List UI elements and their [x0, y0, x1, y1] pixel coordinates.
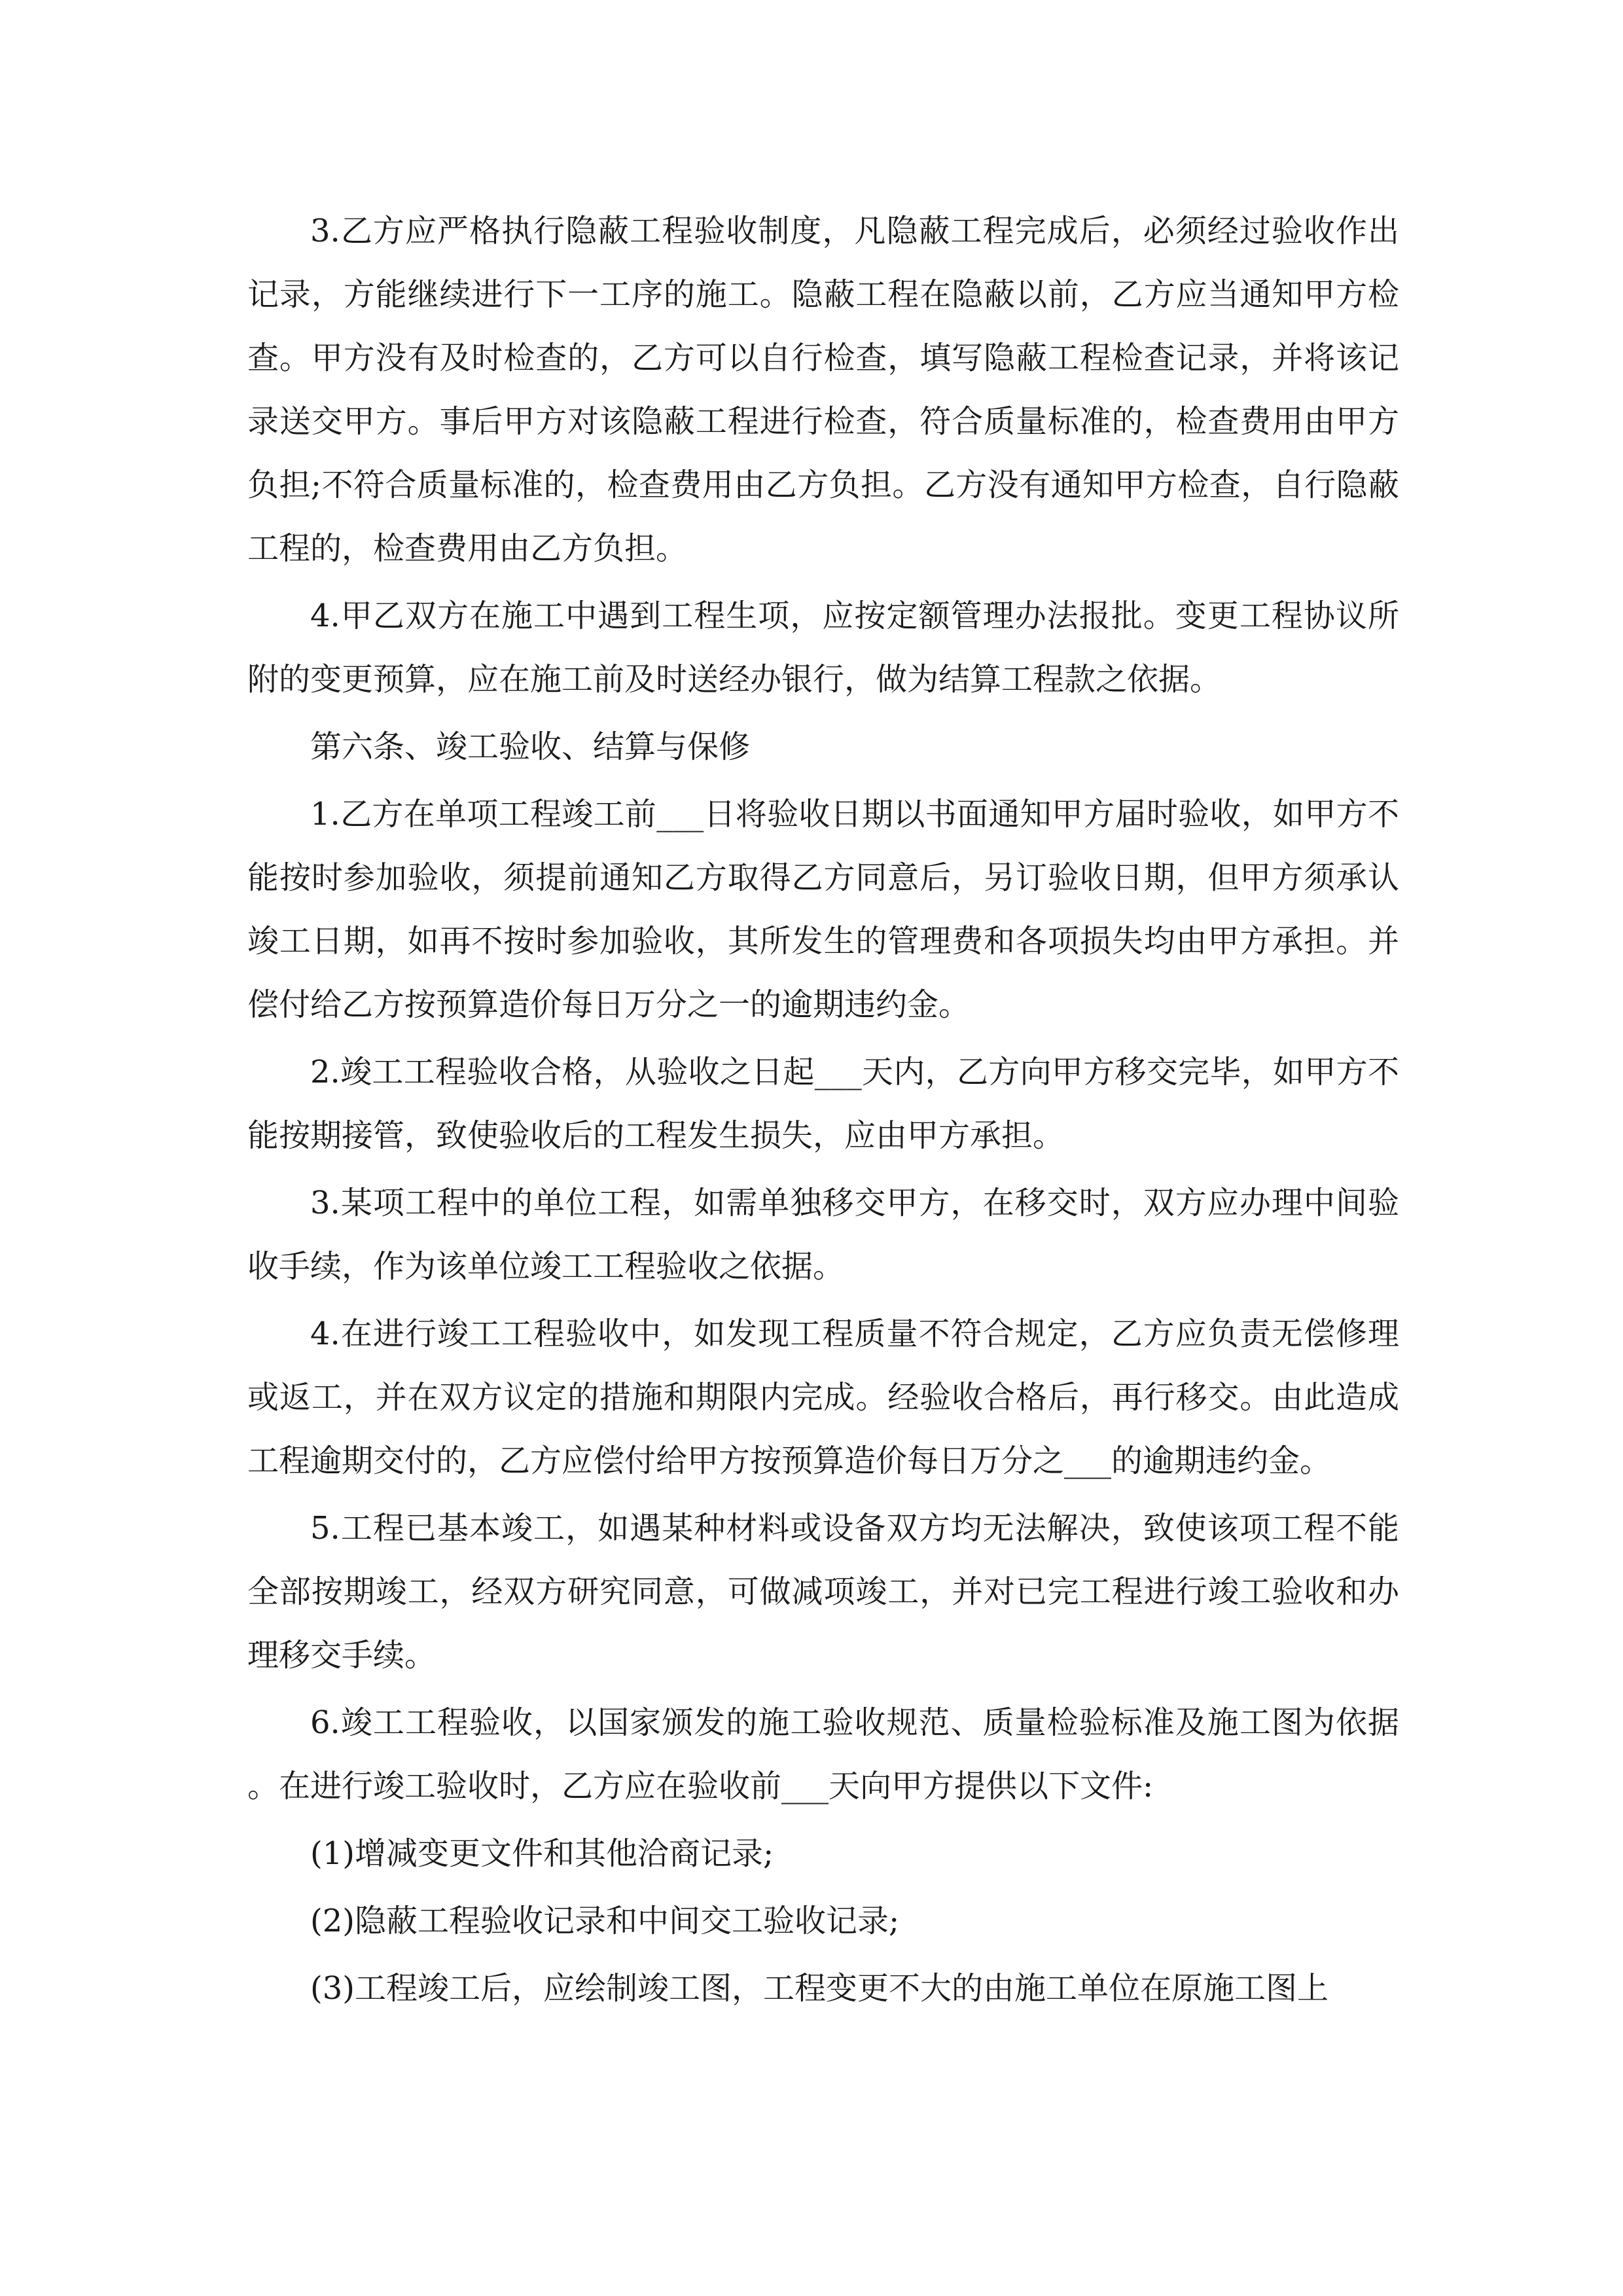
paragraph-hidden-works: 3.乙方应严格执行隐蔽工程验收制度，凡隐蔽工程完成后，必须经过验收作出记录，方能继续进行下一工序的施工。隐蔽工程在隐蔽以前，乙方应当通知甲方检查。甲方没有及时检查的，乙方可以自行检查，填写隐蔽工程检查记录，并将该记录送交甲方。事后甲方对该隐蔽工程进行检查，符合质量标准的，检查费用由甲方负担;不符合质量标准的，检查费用由乙方负担。乙方没有通知甲方检查，自行隐蔽工程的，检查费用由乙方负担。	[247, 213, 1399, 567]
section-heading-article-6: 第六条、竣工验收、结算与保修	[310, 728, 751, 765]
paragraph-partial-completion: 5.工程已基本竣工，如遇某种材料或设备双方均无法解决，致使该项工程不能全部按期竣工，经双方研究同意，可做减项竣工，并对已完工程进行竣工验收和办理移交手续。	[247, 1510, 1399, 1674]
list-item-change-documents: (1)增减变更文件和其他洽商记录;	[310, 1835, 774, 1872]
paragraph-unit-handover: 3.某项工程中的单位工程，如需单独移交甲方，在移交时，双方应办理中间验收手续，作为该单位竣工工程验收之依据。	[247, 1185, 1399, 1285]
paragraph-acceptance-basis: 6.竣工工程验收，以国家颁发的施工验收规范、质量检验标准及施工图为依据。在进行竣工验收时，乙方应在验收前___天向甲方提供以下文件:	[247, 1704, 1399, 1804]
paragraph-acceptance-notice: 1.乙方在单项工程竣工前___日将验收日期以书面通知甲方届时验收，如甲方不能按时参加验收，须提前通知乙方取得乙方同意后，另订验收日期，但甲方须承认竣工日期，如再不按时参加验收，其所发生的管理费和各项损失均由甲方承担。并偿付给乙方按预算造价每日万分之一的逾期违约金。	[247, 796, 1399, 1023]
paragraph-handover: 2.竣工工程验收合格，从验收之日起___天内，乙方向甲方移交完毕，如甲方不能按期接管，致使验收后的工程发生损失，应由甲方承担。	[247, 1054, 1399, 1154]
list-item-hidden-records: (2)隐蔽工程验收记录和中间交工验收记录;	[310, 1903, 900, 1939]
list-item-as-built-drawings: (3)工程竣工后，应绘制竣工图，工程变更不大的由施工单位在原施工图上	[310, 1970, 1329, 2007]
document-body	[247, 200, 1399, 2024]
paragraph-change-approval: 4.甲乙双方在施工中遇到工程生项，应按定额管理办法报批。变更工程协议所附的变更预算，应在施工前及时送经办银行，做为结算工程款之依据。	[247, 598, 1399, 698]
paragraph-quality-defects: 4.在进行竣工工程验收中，如发现工程质量不符合规定，乙方应负责无偿修理或返工，并在双方议定的措施和期限内完成。经验收合格后，再行移交。由此造成工程逾期交付的，乙方应偿付给甲方按预算造价每日万分之___的逾期违约金。	[247, 1316, 1399, 1479]
